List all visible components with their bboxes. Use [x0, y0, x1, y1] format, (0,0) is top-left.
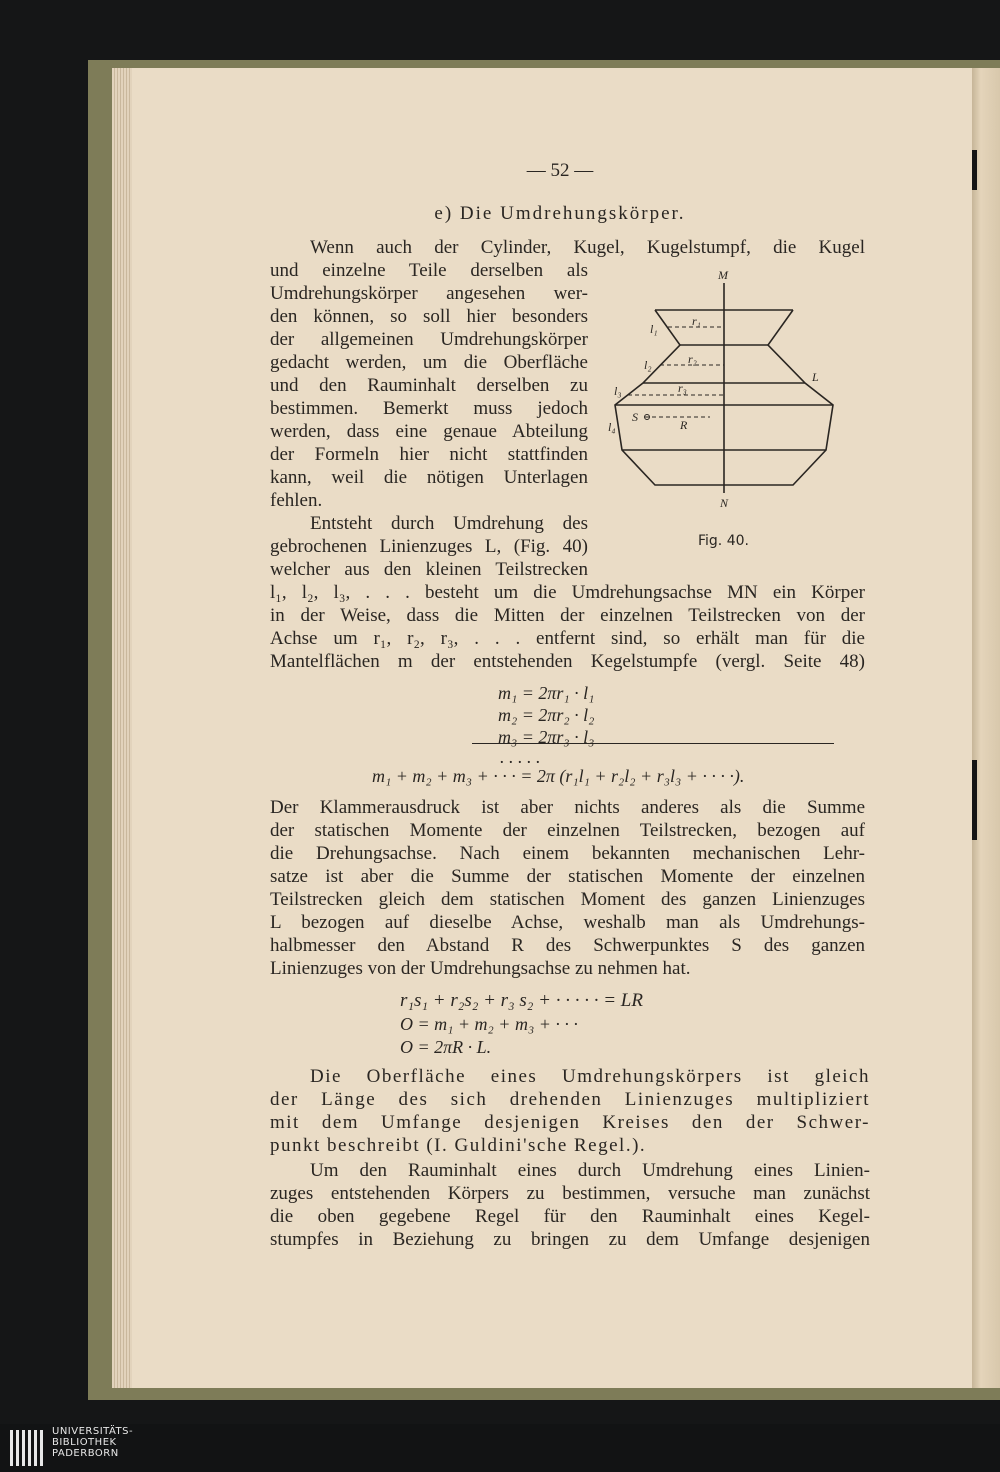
label-r: R: [680, 418, 688, 432]
label-s: S: [632, 410, 638, 424]
text-line: und den Rauminhalt derselben zu: [270, 375, 588, 396]
label-l4: l₄: [608, 420, 616, 434]
rule-line: der Länge des sich drehenden Linienzuges multipliziert: [270, 1089, 870, 1110]
equation-sum: m₁ + m₂ + m₃ + · · · = 2π (r₁l₁ + r₂l₂ + r₃l₃ + · · · ·).: [372, 766, 745, 786]
text-line: Mantelflächen m der entstehenden Kegelstumpfe (vergl. Seite 48): [270, 651, 865, 672]
label-l3: l₃: [614, 384, 622, 398]
text-line: der allgemeinen Umdrehungskörper: [270, 329, 588, 350]
section-heading: e) Die Umdrehungskörper.: [434, 203, 686, 224]
text-line: Entsteht durch Umdrehung des: [310, 513, 588, 534]
next-page-edge: [968, 68, 1000, 1388]
label-l: L: [812, 370, 819, 384]
text-line: zuges entstehenden Körpers zu bestimmen, versuche man zunächst: [270, 1183, 870, 1204]
text-line: fehlen.: [270, 490, 323, 511]
equation: O = m₁ + m₂ + m₃ + · · ·: [400, 1014, 578, 1034]
label-l2: l₂: [644, 358, 652, 372]
label-r1: r₁: [692, 314, 701, 328]
equation: O = 2πR · L.: [400, 1037, 492, 1057]
text-line: halbmesser den Abstand R des Schwerpunktes S des ganzen: [270, 935, 865, 956]
label-r3: r₃: [678, 381, 687, 395]
text-line: welcher aus den kleinen Teilstrecken: [270, 559, 588, 580]
tab-marker: [972, 150, 977, 190]
text-line: L bezogen auf dieselbe Achse, weshalb man als Umdrehungs-: [270, 912, 865, 933]
text-line: Linienzuges von der Umdrehungsachse zu nehmen hat.: [270, 958, 691, 979]
rule-line: Die Oberfläche eines Umdrehungskörpers ist gleich: [310, 1066, 870, 1087]
page-number: — 52 —: [526, 160, 594, 181]
tab-marker: [972, 760, 977, 840]
text-line: in der Weise, dass die Mitten der einzelnen Teilstrecken von der: [270, 605, 865, 626]
text-line: Teilstrecken gleich dem statischen Moment des ganzen Linienzuges: [270, 889, 865, 910]
equation: m₃ = 2πr₃ · l₃: [498, 727, 595, 747]
text-line: den können, so soll hier besonders: [270, 306, 588, 327]
text-line: werden, dass eine genaue Abteilung: [270, 421, 588, 442]
sum-overline: [472, 743, 834, 744]
text-line: gedacht werden, um die Oberfläche: [270, 352, 588, 373]
text-line: gebrochenen Linienzuges L, (Fig. 40): [270, 536, 588, 557]
text-line: die Drehungsachse. Nach einem bekannten mechanischen Lehr-: [270, 843, 865, 864]
text-line: der Formeln hier nicht stattfinden: [270, 444, 588, 465]
text-line: Wenn auch der Cylinder, Kugel, Kugelstumpf, die Kugel: [310, 237, 865, 258]
text-line: die oben gegebene Regel für den Rauminhalt eines Kegel-: [270, 1206, 870, 1227]
equation-dots: . . . . .: [500, 747, 541, 767]
library-logo-icon: [8, 1428, 48, 1470]
text-line: Achse um r₁, r₂, r₃, . . . entfernt sind, so erhält man für die: [270, 628, 865, 649]
text-line: bestimmen. Bemerkt muss jedoch: [270, 398, 588, 419]
label-l1: l₁: [650, 322, 658, 336]
text-line: kann, weil die nötigen Unterlagen: [270, 467, 588, 488]
footer-bar: [0, 1424, 1000, 1472]
text-line: und einzelne Teile derselben als: [270, 260, 588, 281]
label-n: N: [720, 496, 729, 510]
equation: r₁s₁ + r₂s₂ + r₃ s₂ + · · · · · = LR: [400, 990, 643, 1011]
library-logo-text: UNIVERSITÄTS- BIBLIOTHEK PADERBORN: [52, 1426, 134, 1459]
text-line: der statischen Momente der einzelnen Teilstrecken, bezogen auf: [270, 820, 865, 841]
figure-caption: Fig. 40.: [698, 533, 749, 549]
text-line: Der Klammerausdruck ist aber nichts anderes als die Summe: [270, 797, 865, 818]
label-r2: r₂: [688, 352, 697, 366]
equation: m₂ = 2πr₂ · l₂: [498, 705, 595, 725]
text-line: Umdrehungskörper angesehen wer-: [270, 283, 588, 304]
text-line: l₁, l₂, l₃, . . . besteht um die Umdrehungsachse MN ein Körper: [270, 582, 865, 603]
label-m: M: [718, 268, 728, 282]
rule-line: mit dem Umfange desjenigen Kreises den der Schwer-: [270, 1112, 870, 1133]
figure-40: [600, 265, 870, 555]
text-line: satze ist aber die Summe der statischen Momente der einzelnen: [270, 866, 865, 887]
text-line: Um den Rauminhalt eines durch Umdrehung eines Linien-: [310, 1160, 870, 1181]
rule-line: punkt beschreibt (I. Guldini'sche Regel.).: [270, 1135, 647, 1156]
text-line: stumpfes in Beziehung zu bringen zu dem Umfange desjenigen: [270, 1229, 870, 1250]
equation: m₁ = 2πr₁ · l₁: [498, 683, 595, 703]
